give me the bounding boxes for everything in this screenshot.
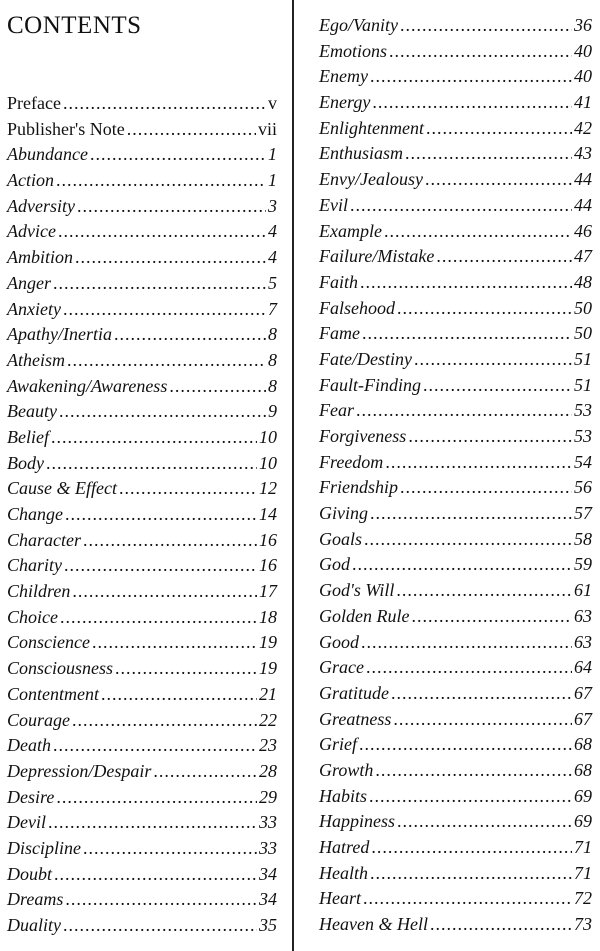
toc-entry-title: Falsehood [319, 297, 395, 318]
dot-leader [414, 347, 572, 373]
toc-entry[interactable] [7, 836, 277, 862]
dot-leader [364, 527, 572, 553]
toc-entry[interactable] [7, 322, 277, 348]
dot-leader [352, 552, 572, 578]
toc-entry-title: Courage [7, 709, 70, 730]
toc-entry-title: Greatness [319, 708, 392, 729]
toc-entry[interactable] [319, 604, 592, 630]
toc-entry-title: Example [319, 220, 382, 241]
toc-entry[interactable] [319, 861, 592, 887]
toc-entry[interactable] [7, 374, 277, 400]
toc-entry-page-number: 43 [574, 143, 592, 164]
toc-entry-page-number: 68 [574, 734, 592, 755]
toc-entry-page-number: 44 [574, 194, 592, 215]
dot-leader [360, 270, 572, 296]
toc-entry-page-number: 18 [259, 606, 277, 627]
toc-entry[interactable] [7, 194, 277, 220]
dot-leader [59, 399, 266, 425]
toc-entry-title: Health [319, 862, 368, 883]
dot-leader [375, 758, 572, 784]
dot-leader [408, 424, 572, 450]
toc-entry[interactable] [7, 271, 277, 297]
toc-entry-page-number: 69 [574, 811, 592, 832]
dot-leader [48, 810, 257, 836]
toc-entry-title: Hatred [319, 837, 370, 857]
toc-entry-title: Fame [319, 323, 360, 344]
dot-leader [372, 90, 572, 116]
toc-entry[interactable] [7, 168, 277, 194]
dot-leader [370, 861, 572, 887]
dot-leader [63, 913, 257, 939]
toc-entry-page-number: 44 [574, 169, 592, 190]
toc-entry-page-number: 46 [574, 220, 592, 241]
dot-leader [397, 809, 572, 835]
toc-entry-page-number: 63 [574, 631, 592, 652]
toc-entry-title: Death [7, 735, 51, 756]
toc-entry[interactable] [319, 655, 592, 681]
dot-leader [397, 296, 572, 322]
dot-leader [83, 836, 257, 862]
toc-entry-page-number: 67 [574, 682, 592, 703]
dot-leader [169, 374, 266, 400]
toc-entry-title: Gratitude [319, 682, 389, 703]
toc-entry-page-number: 36 [574, 15, 592, 35]
toc-entry-page-number: 4 [268, 221, 277, 242]
toc-entry-page-number: 16 [259, 529, 277, 550]
toc-entry-title: Freedom [319, 451, 384, 472]
dot-leader [430, 912, 572, 938]
toc-entry[interactable] [7, 476, 277, 502]
toc-entry[interactable] [7, 785, 277, 811]
toc-entry[interactable] [319, 475, 592, 501]
toc-entry-title: Failure/Mistake [319, 246, 435, 267]
toc-entry-page-number: 19 [259, 632, 277, 653]
toc-entry-page-number: 51 [574, 348, 592, 369]
toc-entry-title: Enlightenment [319, 117, 424, 138]
toc-entry-title: Friendship [319, 477, 398, 498]
toc-entry-page-number: 8 [268, 375, 277, 396]
toc-entry-title: Grace [319, 657, 364, 678]
toc-entry[interactable] [319, 373, 592, 399]
dot-leader [72, 579, 257, 605]
toc-entry[interactable] [319, 732, 592, 758]
dot-leader [56, 168, 266, 194]
toc-entry-title: Doubt [7, 863, 52, 884]
toc-entry-page-number: 21 [259, 683, 277, 704]
toc-entry-title: Anger [7, 272, 51, 293]
toc-entry-page-number: 71 [574, 837, 592, 857]
toc-entry[interactable] [7, 887, 277, 913]
toc-entry-title: Character [7, 529, 81, 550]
toc-entry[interactable] [7, 348, 277, 374]
toc-entry-title: Fault-Finding [319, 374, 421, 395]
toc-entry[interactable] [319, 141, 592, 167]
toc-entry[interactable] [7, 142, 277, 168]
toc-entry-page-number: 61 [574, 580, 592, 601]
toc-entry-title: Apathy/Inertia [7, 324, 112, 345]
toc-entry[interactable] [7, 425, 277, 451]
toc-entry-page-number: 8 [268, 349, 277, 370]
toc-entry-title: Ego/Vanity [319, 15, 398, 35]
toc-entry[interactable] [7, 579, 277, 605]
toc-entry-title: Heaven & Hell [319, 914, 428, 935]
toc-entry-page-number: 10 [259, 426, 277, 447]
toc-entry[interactable] [319, 116, 592, 142]
toc-entry[interactable] [7, 733, 277, 759]
dot-leader [83, 528, 257, 554]
toc-entry-title: Heart [319, 888, 361, 909]
toc-entry[interactable] [7, 219, 277, 245]
dot-leader [405, 141, 572, 167]
dot-leader [426, 116, 572, 142]
toc-entry-title: Desire [7, 786, 55, 807]
toc-entry-page-number: 34 [259, 889, 277, 910]
toc-entry[interactable] [7, 117, 277, 143]
toc-entry-page-number: 58 [574, 528, 592, 549]
toc-entry-page-number: 23 [259, 735, 277, 756]
toc-entry-page-number: 40 [574, 66, 592, 87]
dot-leader [101, 682, 257, 708]
toc-entry-page-number: 47 [574, 246, 592, 267]
toc-entry-title: Growth [319, 759, 374, 780]
toc-left-column [7, 91, 277, 939]
toc-entry-page-number: 53 [574, 400, 592, 421]
toc-entry-title: Beauty [7, 401, 57, 422]
toc-entry-page-number: 59 [574, 554, 592, 575]
toc-entry-page-number: 54 [574, 451, 592, 472]
dot-leader [370, 501, 572, 527]
dot-leader [65, 887, 257, 913]
toc-entry-title: Happiness [319, 811, 395, 832]
toc-entry[interactable] [7, 553, 277, 579]
toc-entry-title: Emotions [319, 40, 388, 61]
toc-entry-page-number: 56 [574, 477, 592, 498]
dot-leader [115, 656, 257, 682]
toc-entry[interactable] [319, 270, 592, 296]
toc-entry[interactable] [319, 630, 592, 656]
toc-entry-title: Conscience [7, 632, 90, 653]
toc-entry-title: Action [7, 170, 54, 191]
toc-entry-title: Depression/Despair [7, 760, 152, 781]
toc-entry[interactable] [7, 502, 277, 528]
dot-leader [56, 785, 257, 811]
dot-leader [389, 39, 572, 65]
toc-entry-title: Goals [319, 528, 363, 549]
toc-entry[interactable] [7, 708, 277, 734]
toc-entry[interactable] [319, 39, 592, 65]
toc-entry-page-number: 5 [268, 272, 277, 293]
toc-entry[interactable] [7, 656, 277, 682]
dot-leader [51, 425, 257, 451]
dot-leader [53, 271, 266, 297]
toc-entry-title: Fate/Destiny [319, 348, 412, 369]
dot-leader [63, 297, 266, 323]
toc-entry-page-number: 67 [574, 708, 592, 729]
toc-entry-title: Charity [7, 555, 63, 576]
toc-entry-title: Faith [319, 271, 358, 292]
toc-entry-page-number: 69 [574, 785, 592, 806]
toc-entry[interactable] [7, 91, 277, 117]
toc-entry[interactable] [7, 297, 277, 323]
dot-leader [361, 630, 572, 656]
dot-leader [64, 553, 257, 579]
toc-entry[interactable] [319, 809, 592, 835]
toc-entry[interactable] [7, 528, 277, 554]
toc-entry-page-number: 57 [574, 503, 592, 524]
dot-leader [65, 502, 257, 528]
toc-entry-page-number: 53 [574, 426, 592, 446]
dot-leader [46, 451, 257, 477]
toc-entry[interactable] [319, 578, 592, 604]
toc-entry-title: Contentment [7, 683, 99, 704]
toc-entry[interactable] [7, 759, 277, 785]
toc-entry[interactable] [319, 64, 592, 90]
toc-entry-page-number: 33 [259, 837, 277, 858]
toc-entry[interactable] [319, 784, 592, 810]
dot-leader [63, 91, 266, 117]
toc-entry-page-number: 34 [259, 863, 277, 884]
dot-leader [366, 655, 572, 681]
toc-entry-title: Anxiety [7, 298, 61, 319]
toc-entry-title: Change [7, 504, 63, 524]
dot-leader [53, 733, 257, 759]
dot-leader [359, 732, 572, 758]
dot-leader [363, 886, 572, 912]
toc-entry-title: Children [7, 581, 71, 602]
toc-entry[interactable] [319, 912, 592, 938]
dot-leader [436, 244, 572, 270]
toc-entry-title: Body [7, 452, 44, 473]
toc-entry-title: Forgiveness [319, 426, 407, 446]
dot-leader [362, 321, 572, 347]
dot-leader [356, 398, 572, 424]
toc-entry-title: Energy [319, 92, 371, 113]
toc-entry-title: Evil [319, 194, 348, 215]
toc-entry-page-number: 50 [574, 323, 592, 344]
toc-entry-page-number: 68 [574, 759, 592, 780]
toc-entry[interactable] [319, 886, 592, 912]
toc-entry[interactable] [7, 913, 277, 939]
toc-entry[interactable] [7, 630, 277, 656]
toc-entry[interactable] [319, 681, 592, 707]
toc-entry[interactable] [319, 244, 592, 270]
toc-entry-page-number: 12 [259, 478, 277, 499]
dot-leader [369, 784, 572, 810]
toc-entry-page-number: 73 [574, 914, 592, 935]
toc-entry-title: Abundance [7, 144, 88, 165]
toc-entry[interactable] [7, 810, 277, 836]
contents-heading: CONTENTS [7, 12, 142, 39]
toc-entry[interactable] [319, 424, 592, 450]
toc-entry-page-number: 10 [259, 452, 277, 473]
toc-entry-title: Golden Rule [319, 605, 410, 626]
dot-leader [385, 450, 572, 476]
toc-entry-page-number: vii [257, 118, 277, 139]
dot-leader [371, 835, 572, 861]
toc-entry-title: Giving [319, 503, 368, 524]
toc-right-column [319, 13, 592, 938]
toc-entry[interactable] [319, 321, 592, 347]
toc-entry[interactable] [7, 399, 277, 425]
dot-leader [67, 348, 266, 374]
toc-entry[interactable] [7, 862, 277, 888]
toc-entry-page-number: 19 [259, 658, 277, 679]
toc-entry[interactable] [319, 347, 592, 373]
toc-entry[interactable] [319, 13, 592, 39]
toc-entry-title: Advice [7, 221, 56, 242]
toc-entry-page-number: 9 [268, 401, 277, 422]
toc-entry-page-number: 71 [574, 862, 592, 883]
toc-entry-title: Choice [7, 606, 58, 627]
toc-entry-title: Adversity [7, 195, 75, 216]
toc-entry-page-number: 35 [259, 915, 277, 935]
dot-leader [425, 167, 572, 193]
toc-entry-page-number: 42 [574, 117, 592, 138]
toc-entry-page-number: 33 [259, 812, 277, 833]
toc-entry-title: Grief [319, 734, 357, 755]
toc-entry-title: Discipline [7, 837, 81, 858]
toc-entry[interactable] [319, 835, 592, 861]
dot-leader [119, 476, 257, 502]
dot-leader [400, 475, 572, 501]
toc-entry-title: Good [319, 631, 359, 652]
toc-entry-title: Publisher's Note [7, 118, 125, 139]
toc-entry-title: God's Will [319, 580, 395, 601]
toc-entry-page-number: 50 [574, 297, 592, 318]
dot-leader [77, 194, 266, 220]
dot-leader [60, 605, 257, 631]
dot-leader [58, 219, 266, 245]
dot-leader [370, 64, 572, 90]
toc-entry[interactable] [319, 707, 592, 733]
toc-entry-page-number: 63 [574, 605, 592, 626]
toc-entry-title: Cause & Effect [7, 478, 117, 499]
toc-entry-page-number: 8 [268, 324, 277, 345]
toc-entry-page-number: 51 [574, 374, 592, 395]
toc-entry-page-number: 1 [268, 170, 277, 191]
toc-entry-page-number: 3 [268, 195, 277, 216]
toc-entry-page-number: 29 [259, 786, 277, 807]
toc-entry-title: Enthusiasm [319, 143, 404, 164]
dot-leader [396, 578, 572, 604]
toc-entry[interactable] [319, 167, 592, 193]
toc-entry[interactable] [319, 450, 592, 476]
toc-entry-page-number: 64 [574, 657, 592, 678]
toc-entry-page-number: 40 [574, 40, 592, 61]
toc-entry-page-number: 41 [574, 92, 592, 113]
toc-entry-page-number: 22 [259, 709, 277, 730]
dot-leader [54, 862, 257, 888]
dot-leader [127, 117, 256, 143]
dot-leader [350, 193, 572, 219]
toc-entry-title: Awakening/Awareness [7, 375, 168, 396]
dot-leader [393, 707, 572, 733]
toc-entry-title: Envy/Jealousy [319, 169, 423, 190]
toc-entry[interactable] [319, 527, 592, 553]
toc-entry[interactable] [319, 501, 592, 527]
dot-leader [114, 322, 266, 348]
toc-entry[interactable] [7, 605, 277, 631]
toc-entry[interactable] [319, 758, 592, 784]
toc-entry[interactable] [319, 398, 592, 424]
toc-entry[interactable] [319, 90, 592, 116]
toc-entry-page-number: 72 [574, 888, 592, 909]
toc-entry-title: God [319, 554, 350, 575]
toc-entry-page-number: 7 [268, 298, 277, 319]
toc-entry-page-number: 28 [259, 760, 277, 781]
toc-entry-title: Consciousness [7, 658, 114, 679]
toc-entry-page-number: 48 [574, 271, 592, 292]
column-divider [292, 0, 294, 951]
toc-entry[interactable] [319, 296, 592, 322]
dot-leader [384, 219, 572, 245]
toc-entry-title: Ambition [7, 247, 73, 268]
toc-entry-title: Devil [7, 812, 46, 833]
dot-leader [411, 604, 572, 630]
dot-leader [90, 142, 266, 168]
toc-entry-page-number: 1 [268, 144, 277, 165]
toc-entry-title: Fear [319, 400, 354, 421]
toc-entry[interactable] [319, 552, 592, 578]
toc-entry-page-number: 14 [259, 504, 277, 524]
toc-entry[interactable] [7, 245, 277, 271]
dot-leader [391, 681, 572, 707]
dot-leader [72, 708, 257, 734]
toc-entry-page-number: 17 [259, 581, 277, 602]
dot-leader [75, 245, 266, 271]
dot-leader [400, 13, 572, 39]
toc-entry-title: Habits [319, 785, 368, 806]
dot-leader [92, 630, 257, 656]
toc-entry-page-number: 4 [268, 247, 277, 268]
toc-entry[interactable] [319, 219, 592, 245]
toc-entry-title: Preface [7, 93, 61, 113]
toc-entry[interactable] [319, 193, 592, 219]
toc-entry[interactable] [7, 682, 277, 708]
toc-entry-page-number: v [268, 93, 277, 113]
dot-leader [153, 759, 257, 785]
toc-entry-title: Belief [7, 426, 49, 447]
toc-entry-page-number: 16 [259, 555, 277, 576]
toc-entry-title: Dreams [7, 889, 64, 910]
toc-entry[interactable] [7, 451, 277, 477]
toc-entry-title: Enemy [319, 66, 368, 87]
dot-leader [423, 373, 572, 399]
toc-entry-title: Duality [7, 915, 61, 935]
toc-entry-title: Atheism [7, 349, 65, 370]
